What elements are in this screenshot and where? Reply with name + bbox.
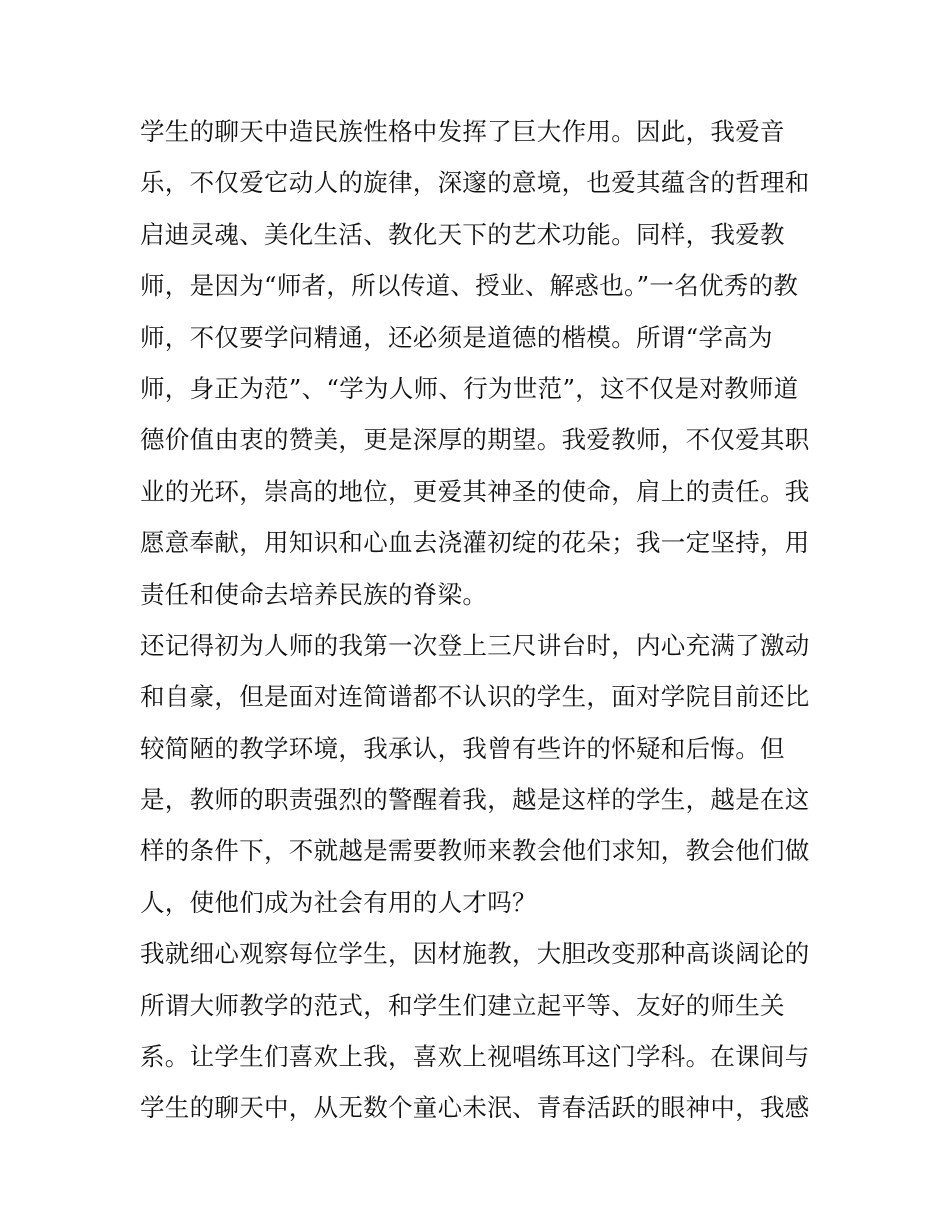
- text-line: 师，身正为范”、“学为人师、行为世范”，这不仅是对教师道: [140, 373, 799, 403]
- text-line: 和自豪，但是面对连简谱都不认识的学生，面对学院目前还比: [140, 682, 810, 712]
- text-line: 愿意奉献，用知识和心血去浇灌初绽的花朵；我一定坚持，用: [140, 528, 810, 558]
- text-line: 德价值由衷的赞美，更是深厚的期望。我爱教师，不仅爱其职: [140, 425, 810, 455]
- body-text: [140, 106, 820, 1134]
- text-line: 样的条件下，不就越是需要教师来教会他们求知，教会他们做: [140, 836, 810, 866]
- text-line: 学生的聊天中造民族性格中发挥了巨大作用。因此，我爱音: [140, 117, 785, 146]
- text-line: 我就细心观察每位学生，因材施教，大胆改变那种高谈阔论的: [140, 939, 810, 969]
- text-line: 系。让学生们喜欢上我，喜欢上视唱练耳这门学科。在课间与: [140, 1042, 810, 1072]
- text-line: 业的光环，崇高的地位，更爱其神圣的使命，肩上的责任。我: [140, 476, 810, 506]
- text-line: 所谓大师教学的范式，和学生们建立起平等、友好的师生关: [140, 990, 785, 1020]
- text-line: 责任和使命去培养民族的脊梁。: [140, 579, 488, 609]
- text-line: 还记得初为人师的我第一次登上三尺讲台时，内心充满了激动: [140, 630, 810, 660]
- text-line: 乐，不仅爱它动人的旋律，深邃的意境，也爱其蕴含的哲理和: [140, 168, 810, 198]
- text-line: 师，是因为“师者，所以传道、授业、解惑也。”一名优秀的教: [140, 271, 799, 301]
- text-line: 较简陋的教学环境，我承认，我曾有些许的怀疑和后悔。但: [140, 733, 785, 763]
- text-line: 人，使他们成为社会有用的人才吗？: [140, 887, 537, 917]
- text-line: 师，不仅要学问精通，还必须是道德的楷模。所谓“学高为: [140, 322, 773, 352]
- text-line: 学生的聊天中，从无数个童心未泯、青春活跃的眼神中，我感: [140, 1093, 810, 1123]
- text-line: 是，教师的职责强烈的警醒着我，越是这样的学生，越是在这: [140, 785, 810, 815]
- text-line: 启迪灵魂、美化生活、教化天下的艺术功能。同样，我爱教: [140, 219, 785, 249]
